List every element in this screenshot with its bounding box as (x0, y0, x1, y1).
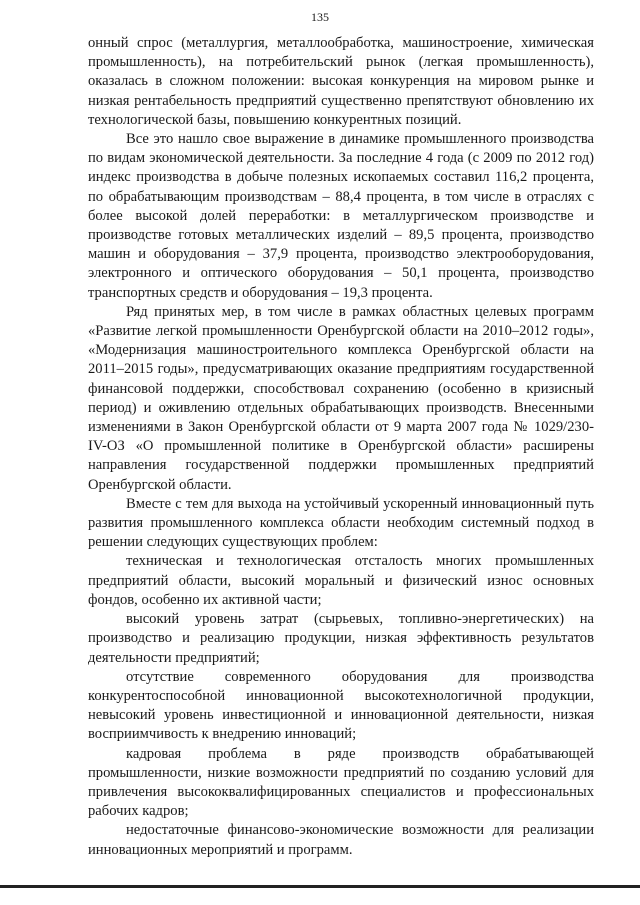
list-item-problem-1: техническая и технологическая отсталость многих промышленных предприятий области, высокий моральный и физический износ основных фондов, особенно их активной части; (88, 553, 594, 608)
document-body (88, 34, 594, 860)
paragraph-1: онный спрос (металлургия, металлообработка, машиностроение, химическая промышленность), на потребительский рынок (легкая промышленность), оказалась в сложном положении: высокая конкуренция на мировом рынке и низкая рентабельность предприятий существенно препятствуют обновлению их технологической базы, повышению конкурентных позиций. (88, 35, 594, 128)
bottom-border-line (0, 885, 640, 888)
list-item-problem-5: недостаточные финансово-экономические возможности для реализации инновационных мероприятий и программ. (88, 822, 594, 858)
paragraph-2: Все это нашло свое выражение в динамике промышленного производства по видам экономической деятельности. За последние 4 года (с 2009 по 2012 год) индекс производства в добыче полезных ископаемых составил 116,2 процента, по обрабатывающим производствам – 88,4 процента, в том числе в отраслях с более высокой долей переработки: в металлургическом производстве и производстве готовых металлических изделий – 89,5 процента, производство машин и оборудования – 37,9 процента, производство электрооборудования, электронного и оптического оборудования – 50,1 процента, производство транспортных средств и оборудования – 19,3 процента. (88, 131, 594, 301)
list-item-problem-4: кадровая проблема в ряде производств обрабатывающей промышленности, низкие возможности предприятий по созданию условий для привлечения высококвалифицированных специалистов и профессиональных рабочих кадров; (88, 745, 594, 820)
paragraph-4: Вместе с тем для выхода на устойчивый ускоренный инновационный путь развития промышленного комплекса области необходим системный подход в решении следующих существующих проблем: (88, 495, 594, 551)
list-item-problem-2: высокий уровень затрат (сырьевых, топливно-энергетических) на производство и реализацию продукции, низкая эффективность результатов деятельности предприятий; (88, 611, 594, 666)
page-number: 135 (311, 10, 329, 24)
paragraph-3: Ряд принятых мер, в том числе в рамках областных целевых программ «Развитие легкой промышленности Оренбургской области на 2010–2012 годы», «Модернизация машиностроительного комплекса Оренбургской области на 2011–2015 годы», предусматривающих оказание предприятиям государственной финансовой поддержки, способствовал сохранению (особенно в кризисный период) и оживлению отдельных обрабатывающих производств. Внесенными изменениями в Закон Оренбургской области от 9 марта 2007 года № 1029/230-IV-ОЗ «О промышленной политике в Оренбургской области» расширены направления государственной поддержки промышленных предприятий Оренбургской области. (88, 303, 594, 493)
list-item-problem-3: отсутствие современного оборудования для производства конкурентоспособной инновационной высокотехнологичной продукции, невысокий уровень инвестиционной и инновационной деятельности, низкая восприимчивость к внедрению инноваций; (88, 668, 594, 743)
